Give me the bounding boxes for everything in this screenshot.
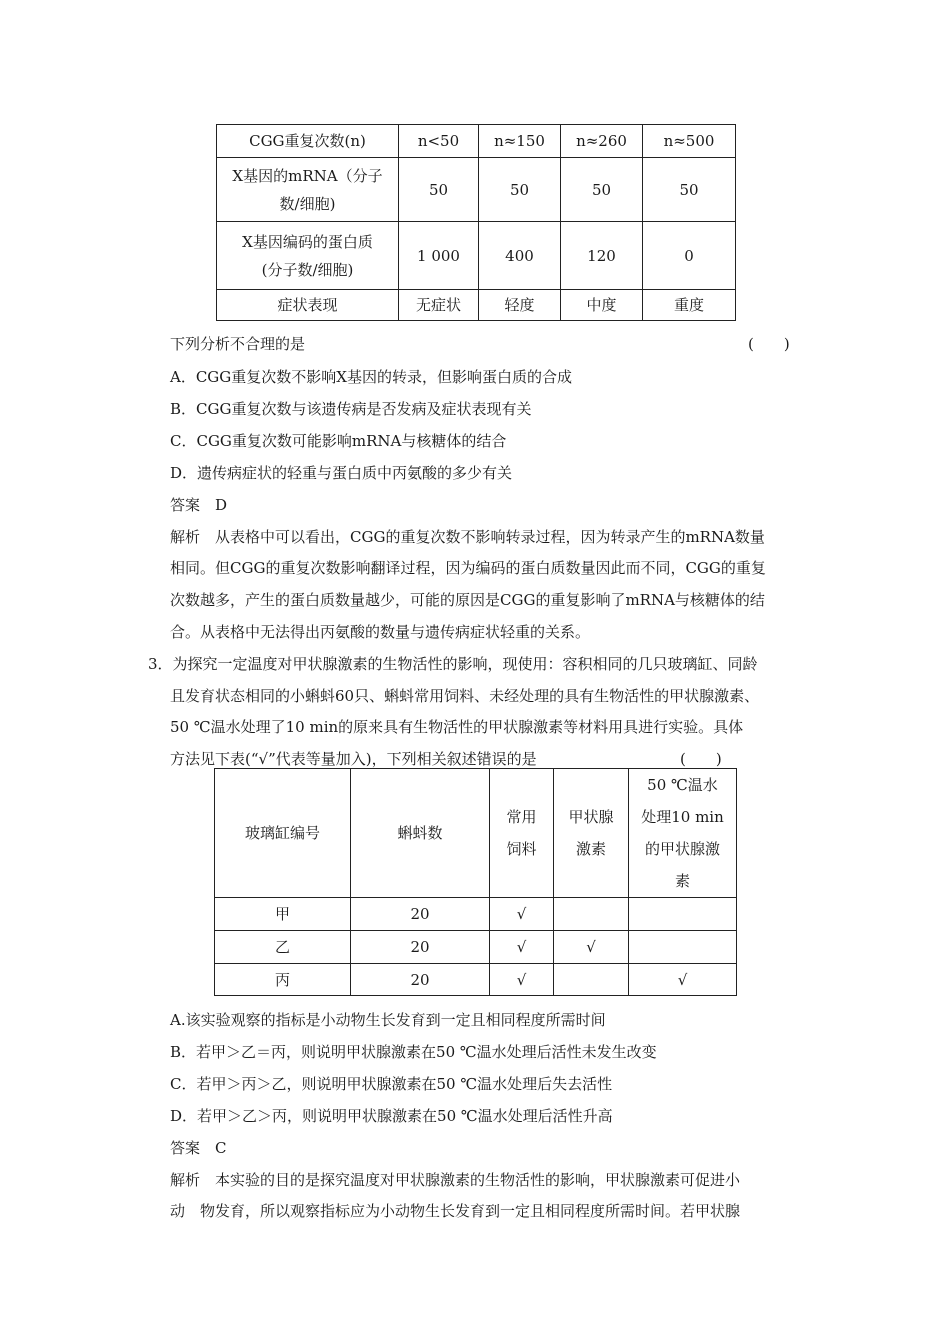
header-line: 常用 — [506, 808, 537, 826]
table-cell: 甲 — [215, 898, 351, 931]
table-cell: 400 — [479, 222, 561, 290]
q3-stem-line: 3．为探究一定温度对甲状腺激素的生物活性的影响，现使用：容积相同的几只玻璃缸、同龄 — [148, 655, 758, 673]
q2-option-a: A．CGG重复次数不影响X基因的转录，但影响蛋白质的合成 — [170, 368, 572, 386]
table-cell: 20 — [351, 964, 490, 996]
q2-answer-bracket: ( ) — [748, 335, 790, 353]
table-cell: 轻度 — [479, 290, 561, 321]
table-cell — [629, 931, 737, 964]
q3-analysis-line: 动 物发育，所以观察指标应为小动物生长发育到一定且相同程度所需时间。若甲状腺 — [170, 1202, 741, 1220]
table-cell: √ — [490, 931, 554, 964]
header-line: 50 ℃温水 — [647, 776, 718, 794]
q3-stem-line: 且发育状态相同的小蝌蚪60只、蝌蚪常用饲料、未经处理的具有生物活性的甲状腺激素、 — [170, 687, 760, 705]
q2-analysis-line: 次数越多，产生的蛋白质数量越少，可能的原因是CGG的重复影响了mRNA与核糖体的结 — [170, 591, 765, 609]
header-cell-multiline — [629, 769, 737, 898]
header-cell-multiline — [490, 769, 554, 898]
table-cell: 中度 — [561, 290, 643, 321]
header-line: 饲料 — [506, 840, 537, 858]
table-cell: 50 — [399, 158, 479, 222]
q3-answer: 答案 C — [170, 1139, 227, 1157]
table-cell: 20 — [351, 931, 490, 964]
table-cell: 120 — [561, 222, 643, 290]
q2-option-c: C．CGG重复次数可能影响mRNA与核糖体的结合 — [170, 432, 507, 450]
header-line: 甲状腺 — [568, 808, 614, 826]
table-cell: 1 000 — [399, 222, 479, 290]
q3-option-a: A.该实验观察的指标是小动物生长发育到一定且相同程度所需时间 — [170, 1011, 606, 1029]
q3-option-b: B．若甲＞乙＝丙，则说明甲状腺激素在50 ℃温水处理后活性未发生改变 — [170, 1043, 657, 1061]
table-cell: 丙 — [215, 964, 351, 996]
label-line: (分子数/细胞) — [261, 260, 354, 279]
q3-analysis-line: 解析 本实验的目的是探究温度对甲状腺激素的生物活性的影响，甲状腺激素可促进小 — [170, 1171, 741, 1189]
table-cell: √ — [490, 898, 554, 931]
table-cell: 乙 — [215, 931, 351, 964]
q2-analysis-line: 合。从表格中无法得出丙氨酸的数量与遗传病症状轻重的关系。 — [170, 623, 591, 641]
header-cell-multiline — [554, 769, 629, 898]
header-line: 的甲状腺激 — [644, 840, 720, 858]
header-cell: 蝌蚪数 — [351, 769, 490, 898]
q3-stem-line: 50 ℃温水处理了10 min的原来具有生物活性的甲状腺激素等材料用具进行实验。具体 — [170, 718, 744, 736]
row-label-mrna — [217, 158, 399, 222]
header-cell: 玻璃缸编号 — [215, 769, 351, 898]
row-label-protein — [217, 222, 399, 290]
q3-stem-line: 方法见下表(“√”代表等量加入)，下列相关叙述错误的是 — [170, 750, 537, 768]
q2-option-b: B．CGG重复次数与该遗传病是否发病及症状表现有关 — [170, 400, 532, 418]
label-line: X基因的mRNA（分子 — [232, 166, 383, 185]
label-line: 数/细胞) — [279, 194, 336, 213]
table-cell: √ — [629, 964, 737, 996]
table-cell: 0 — [643, 222, 736, 290]
header-line: 处理10 min — [641, 808, 724, 826]
table-cell: 无症状 — [399, 290, 479, 321]
q3-option-c: C．若甲＞丙＞乙，则说明甲状腺激素在50 ℃温水处理后失去活性 — [170, 1075, 613, 1093]
header-line: 素 — [674, 872, 690, 890]
table-cell: 20 — [351, 898, 490, 931]
table-cell — [554, 898, 629, 931]
table-cell: 50 — [479, 158, 561, 222]
header-cell: n≈150 — [479, 125, 561, 158]
header-cell: n≈500 — [643, 125, 736, 158]
header-line: 激素 — [575, 840, 606, 858]
header-cell: n≈260 — [561, 125, 643, 158]
q3-option-d: D．若甲＞乙＞丙，则说明甲状腺激素在50 ℃温水处理后活性升高 — [170, 1107, 613, 1125]
q3-answer-bracket: ( ) — [680, 750, 722, 768]
table-cell — [554, 964, 629, 996]
table-cell: 50 — [561, 158, 643, 222]
table-cell — [629, 898, 737, 931]
header-cell: n<50 — [399, 125, 479, 158]
experiment-table — [214, 768, 737, 996]
table-cell: 重度 — [643, 290, 736, 321]
q2-stem: 下列分析不合理的是 — [170, 335, 306, 353]
label-line: X基因编码的蛋白质 — [242, 232, 373, 251]
table-cell: √ — [490, 964, 554, 996]
table-cell: 50 — [643, 158, 736, 222]
header-cell: CGG重复次数(n) — [217, 125, 399, 158]
table-cell: √ — [554, 931, 629, 964]
q2-answer: 答案 D — [170, 496, 228, 514]
q2-analysis-line: 解析 从表格中可以看出，CGG的重复次数不影响转录过程，因为转录产生的mRNA数量 — [170, 528, 765, 546]
q2-option-d: D．遗传病症状的轻重与蛋白质中丙氨酸的多少有关 — [170, 464, 513, 482]
cgg-table — [216, 124, 736, 321]
row-label-symptom: 症状表现 — [217, 290, 399, 321]
q2-analysis-line: 相同。但CGG的重复次数影响翻译过程，因为编码的蛋白质数量因此而不同，CGG的重复 — [170, 559, 766, 577]
